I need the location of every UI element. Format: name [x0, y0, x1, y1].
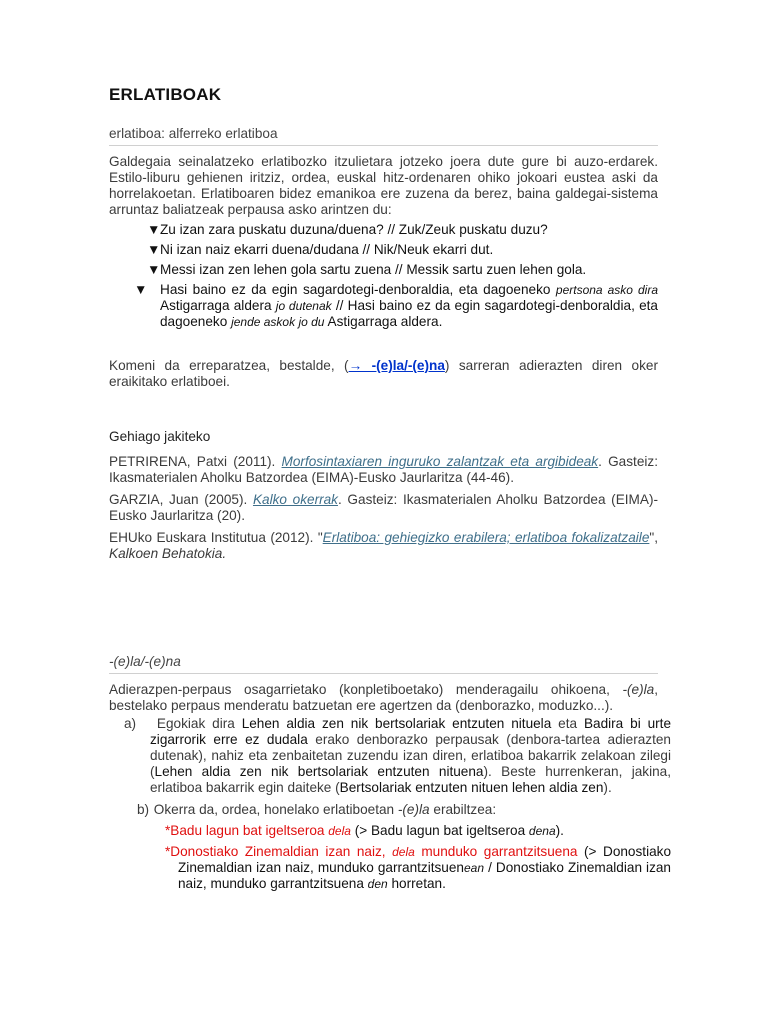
- more-heading: Gehiago jakiteko: [109, 429, 211, 444]
- reference-item: EHUko Euskara Institutua (2012). "Erlatiboa: gehiegizko erabilera; erlatiboa fokalizatzaile", Kalkoen Behatokia.: [109, 530, 658, 561]
- intro-paragraph: Galdegaia seinalatzeko erlatibozko itzulietara jotzeko joera dute gure bi auzo-erdarek. Estilo-liburu gehienen iritziz, ordea, euskal hitz-ordenaren ohiko jokoari eustea aski da horrelakoetan. Erlatiboaren bidez emanikoa ere zuzena da berez, baina galdegai-sistema arruntaz baliatzeak perpausa asko arintzen du:: [109, 154, 658, 217]
- example-list: [134, 222, 658, 334]
- reference-item: PETRIRENA, Patxi (2011). Morfosintaxiaren inguruko zalantzak eta argibideak. Gasteiz: Ikasmaterialen Aholku Batzordea (EIMA)-Eusko Jaurlaritza (44-46).: [109, 454, 658, 485]
- point-a: a) Egokiak dira Lehen aldia zen nik bertsolariak entzuten nituela eta Badira bi urte zigarrorik erre ez dudala erako denborazko perpausak (denbora-tartea adierazten dutenak), nahiz eta zenbaitetan zuzendu izan diren, erlatiboa bakarrik zelakoan zilegi (Lehen aldia zen nik bertsolariak entzuten nituena). Beste hurrenkeran, jakina, erlatiboa bakarrik egin daiteke (Bertsolariak entzuten nituen lehen aldia zen).: [124, 716, 672, 795]
- list-item: ▼Messi izan zen lehen gola sartu zuena // Messik sartu zuen lehen gola.: [147, 262, 587, 277]
- list-item: ▼Ni izan naiz ekarri duena/dudana // Nik/Neuk ekarri dut.: [147, 242, 494, 257]
- section-subtitle: erlatiboa: alferreko erlatiboa: [109, 126, 658, 146]
- list-item: ▼Zu izan zara puskatu duzuna/duena? // Zuk/Zeuk puskatu duzu?: [147, 222, 548, 237]
- section-subtitle: -(e)la/-(e)na: [109, 654, 658, 674]
- example-item: *Badu lagun bat igeltseroa dela (> Badu lagun bat igeltseroa dena).: [165, 823, 564, 838]
- triangle-bullet-icon: ▼: [147, 242, 161, 257]
- reference-link[interactable]: Kalko okerrak: [252, 492, 338, 507]
- reference-link[interactable]: Morfosintaxiaren inguruko zalantzak eta argibideak: [281, 454, 599, 469]
- point-b: b) Okerra da, ordea, honelako erlatiboetan -(e)la erabiltzea:: [137, 802, 497, 817]
- reference-item: GARZIA, Juan (2005). Kalko okerrak. Gasteiz: Ikasmaterialen Aholku Batzordea (EIMA)-Eusko Jaurlaritza (20).: [109, 492, 658, 523]
- crossref-link[interactable]: → -(e)la/-(e)na: [348, 358, 445, 373]
- triangle-bullet-icon: ▼: [147, 222, 161, 237]
- triangle-bullet-icon: ▼: [134, 282, 148, 297]
- reference-list: [109, 454, 658, 568]
- triangle-bullet-icon: ▼: [147, 262, 161, 277]
- reference-link[interactable]: Erlatiboa: gehiegizko erabilera; erlatiboa fokalizatzaile: [322, 530, 650, 545]
- note-paragraph: Komeni da erreparatzea, bestalde, (→ -(e)la/-(e)na) sarreran adierazten diren oker eraikitako erlatiboei.: [109, 358, 658, 389]
- list-item: ▼ Hasi baino ez da egin sagardotegi-denboraldia, eta dagoeneko pertsona asko dira Astigarraga aldera jo dutenak // Hasi baino ez da egin sagardotegi-denboraldia, eta dagoeneko jende askok jo du Astigarraga aldera.: [134, 282, 658, 329]
- page-title: ERLATIBOAK: [109, 85, 222, 104]
- intro-paragraph: Adierazpen-perpaus osagarrietako (konpletiboetako) menderagailu ohikoena, -(e)la, bestelako perpaus menderatu batzuetan ere agertzen da (denborazko, moduzko...).: [109, 682, 658, 713]
- example-item: *Donostiako Zinemaldian izan naiz, dela munduko garrantzitsuena (> Donostiako Zinemaldian izan naiz, munduko garrantzitsuenean / Donostiako Zinemaldian izan naiz, munduko garrantzitsuena den horretan.: [165, 844, 672, 891]
